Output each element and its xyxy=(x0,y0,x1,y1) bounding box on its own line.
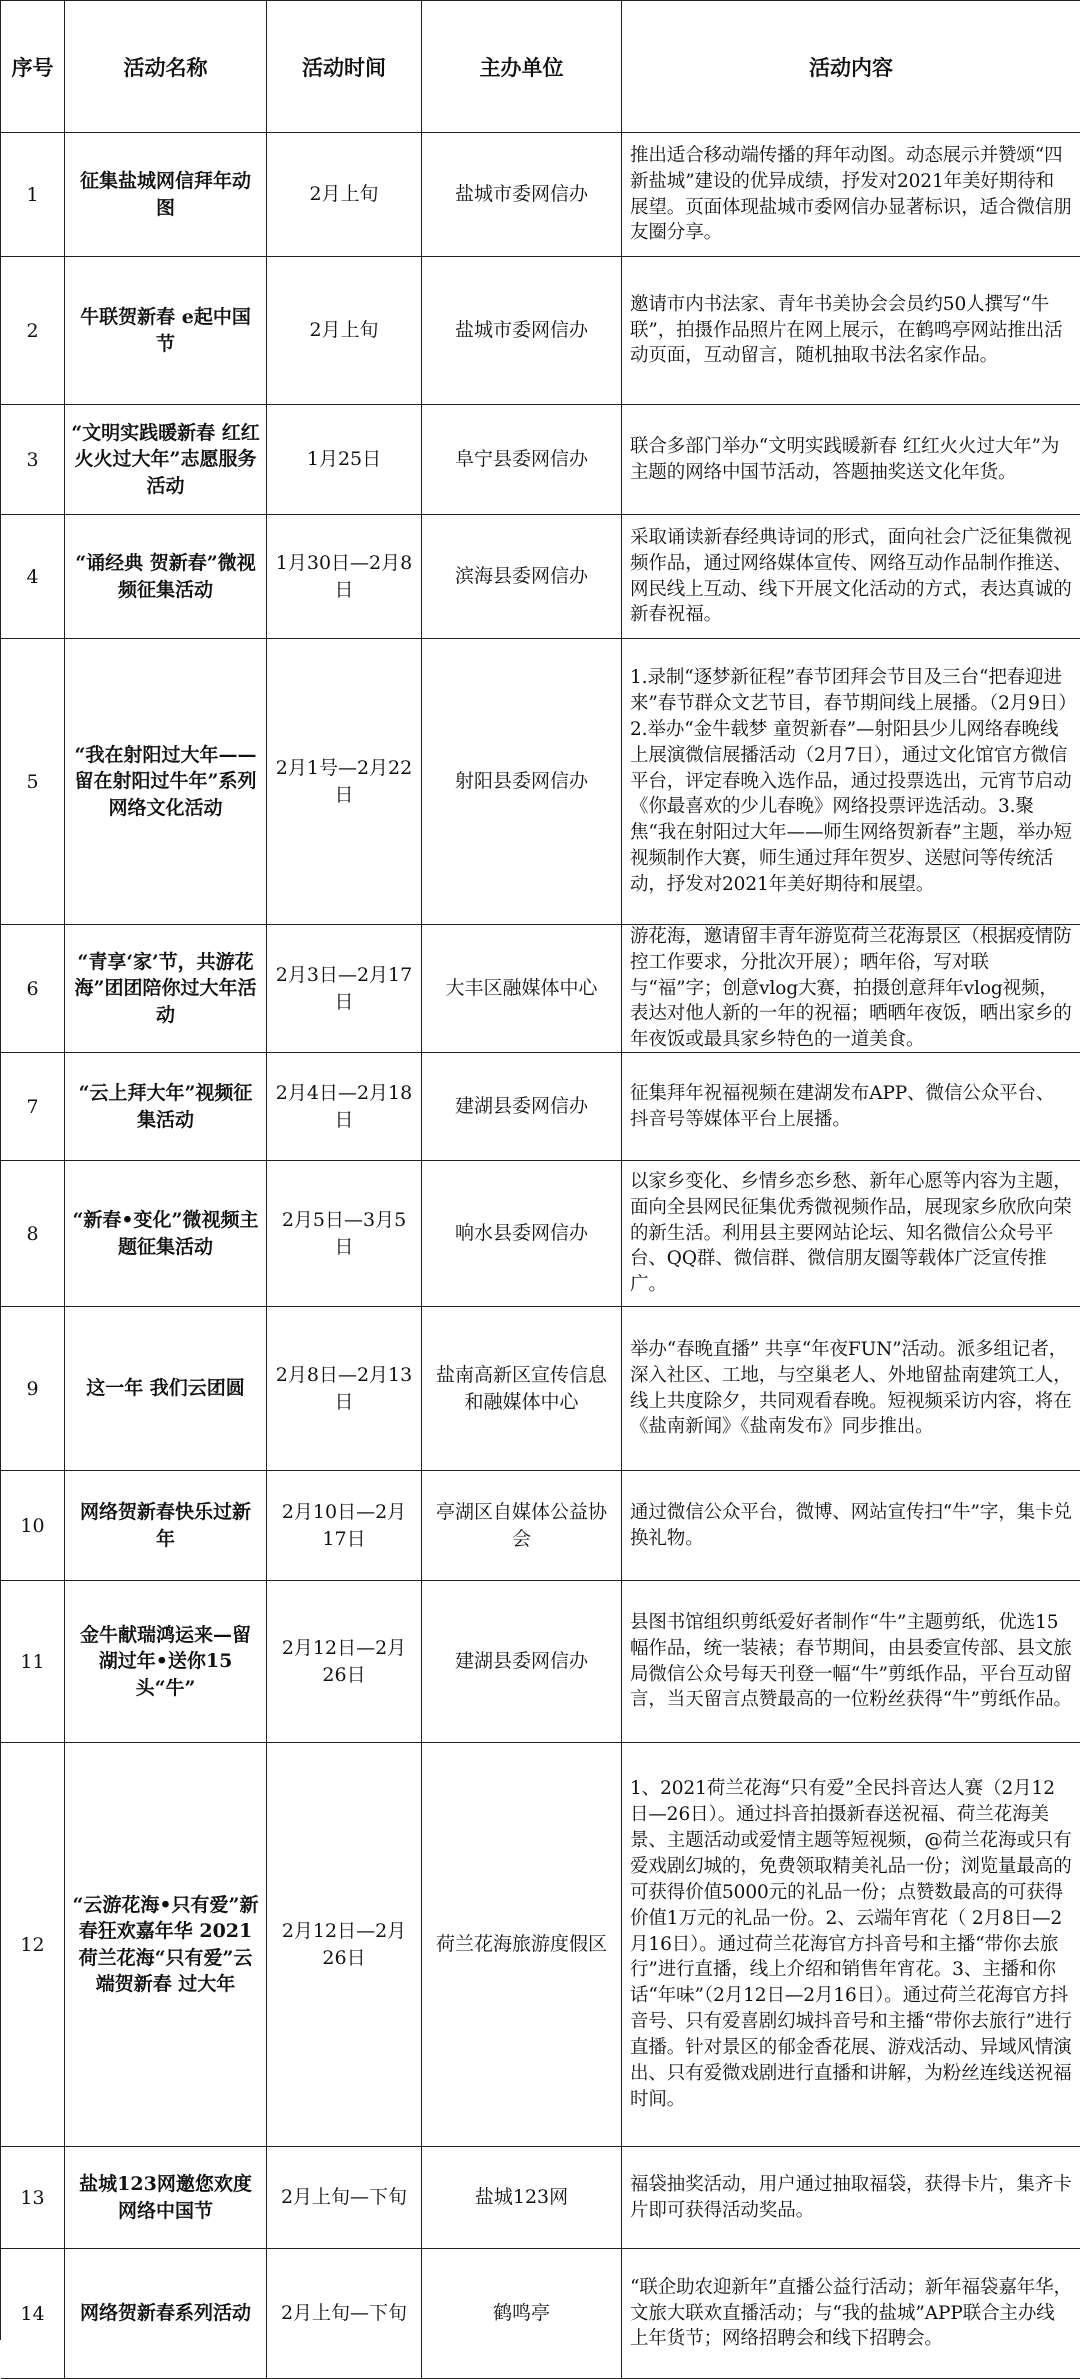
row-number xyxy=(1,639,65,925)
row-number-text: 9 xyxy=(26,1377,39,1400)
row-number xyxy=(1,405,65,515)
organizer xyxy=(422,2249,622,2379)
activity-name xyxy=(65,405,267,515)
activity-time xyxy=(267,2249,422,2379)
activity-content-text: 1、2021荷兰花海“只有爱”全民抖音达人赛（2月12日—26日）。通过抖音拍摄新春送祝福、荷兰花海美景、主题活动或爱情主题等短视频，@荷兰花海或只有爱戏剧幻城的，免费领取精美礼品一份；浏览量最高的可获得价值5000元的礼品一份；点赞数最高的可获得价值1万元的礼品一份。2、云端年宵花（ 2月8日—2月16日）。通过荷兰花海官方抖音号和主播“带你去旅行”进行直播，线上介绍和销售年宵花。3、主播和你话“年味”（2月12日—2月16日）。通过荷兰花海官方抖音号、只有爱喜剧幻城抖音号和主播“带你去旅行”进行直播。针对景区的郁金香花展、游戏活动、异域风情演出、只有爱微戏剧进行直播和讲解，为粉丝连线送祝福时间。 xyxy=(630,1778,1072,2110)
activity-name xyxy=(65,1581,267,1743)
activity-content xyxy=(622,925,1080,1053)
activity-name xyxy=(65,1161,267,1307)
organizer xyxy=(422,1743,622,2147)
activity-name-text: 金牛献瑞鸿运来—留湖过年•送你15头“牛” xyxy=(79,1624,251,1699)
organizer-text: 响水县委网信办 xyxy=(454,1222,588,1245)
activity-content-text: 福袋抽奖活动，用户通过抽取福袋，获得卡片，集齐卡片即可获得活动奖品。 xyxy=(630,2173,1072,2221)
activity-name-text: “青享‘家’节，共游花海”团团陪你过大年活动 xyxy=(74,951,257,1026)
activity-time xyxy=(267,1581,422,1743)
activity-content-text: 采取诵读新春经典诗词的形式，面向社会广泛征集微视频作品，通过网络媒体宣传、网络互动作品制作推送、网民线上互动、线下开展文化活动的方式，表达真诚的新春祝福。 xyxy=(630,526,1072,626)
activity-content-text: “联企助农迎新年”直播公益行活动；新年福袋嘉年华，文旅大联欢直播活动；与“我的盐城”APP联合主办线上年货节；网络招聘会和线下招聘会。 xyxy=(630,2276,1072,2350)
activity-time-text: 2月5日—3月5日 xyxy=(281,1209,407,1258)
organizer xyxy=(422,1307,622,1471)
organizer-text: 滨海县委网信办 xyxy=(454,565,588,588)
activity-content xyxy=(622,2147,1080,2249)
activity-time-text: 2月8日—2月13日 xyxy=(275,1364,413,1413)
row-number xyxy=(1,133,65,257)
organizer-text: 盐城123网 xyxy=(474,2186,569,2209)
activity-name-text: “我在射阳过大年——留在射阳过牛年”系列网络文化活动 xyxy=(74,744,257,819)
activity-content xyxy=(622,2249,1080,2379)
row-number-text: 6 xyxy=(26,977,39,1000)
activity-content-text: 邀请市内书法家、青年书美协会会员约50人撰写“牛联”，拍摄作品照片在网上展示，在鹤鸣亭网站推出活动页面，互动留言，随机抽取书法名家作品。 xyxy=(630,293,1063,367)
organizer xyxy=(422,1053,622,1161)
row-number xyxy=(1,1743,65,2147)
activity-name-text: “文明实践暖新春 红红火火过大年”志愿服务活动 xyxy=(71,422,260,497)
activity-name xyxy=(65,925,267,1053)
header-content: 活动内容 xyxy=(622,1,1080,133)
activity-content xyxy=(622,1581,1080,1743)
organizer xyxy=(422,639,622,925)
activity-time-text: 1月25日 xyxy=(306,448,382,471)
organizer xyxy=(422,1581,622,1743)
row-number-text: 7 xyxy=(26,1095,39,1118)
activity-time xyxy=(267,1161,422,1307)
organizer-text: 阜宁县委网信办 xyxy=(454,448,588,471)
row-number xyxy=(1,2147,65,2249)
activity-name-text: “诵经典 贺新春”微视频征集活动 xyxy=(75,552,256,601)
organizer xyxy=(422,257,622,405)
activity-content-text: 通过微信公众平台，微博、网站宣传扫“牛”字，集卡兑换礼物。 xyxy=(630,1501,1072,1549)
row-number xyxy=(1,2249,65,2379)
row-number xyxy=(1,1053,65,1161)
activity-time-text: 2月3日—2月17日 xyxy=(275,964,413,1013)
activity-time xyxy=(267,1471,422,1581)
activity-content-text: 举办“春晚直播” 共享“年夜FUN”活动。派多组记者，深入社区、工地，与空巢老人、外地留盐南建筑工人，线上共度除夕，共同观看春晚。短视频采访内容，将在《盐南新闻》《盐南发布》同步推出。 xyxy=(630,1338,1072,1438)
activity-name-text: 网络贺新春快乐过新年 xyxy=(79,1501,251,1550)
activity-time-text: 2月1号—2月22日 xyxy=(275,757,413,806)
activity-content xyxy=(622,1307,1080,1471)
activity-content-text: 以家乡变化、乡情乡恋乡愁、新年心愿等内容为主题，面向全县网民征集优秀微视频作品，展现家乡欣欣向荣的新生活。利用县主要网站论坛、知名微信公众号平台、QQ群、微信群、微信朋友圈等载体广泛宣传推广。 xyxy=(630,1170,1072,1296)
organizer-text: 建湖县委网信办 xyxy=(454,1095,588,1118)
header-organizer: 主办单位 xyxy=(422,1,622,133)
activity-name-text: “云上拜大年”视频征集活动 xyxy=(78,1082,253,1131)
activity-name xyxy=(65,1307,267,1471)
activity-content xyxy=(622,257,1080,405)
activity-name xyxy=(65,2249,267,2379)
organizer-text: 亭湖区自媒体公益协会 xyxy=(435,1501,607,1550)
activity-name-text: “新春•变化”微视频主题征集活动 xyxy=(72,1209,259,1258)
activity-time-text: 2月上旬—下旬 xyxy=(280,2186,408,2209)
activity-time xyxy=(267,515,422,639)
activity-time-text: 2月上旬 xyxy=(309,183,379,206)
activity-name xyxy=(65,133,267,257)
row-number-text: 5 xyxy=(26,770,39,793)
row-number-text: 14 xyxy=(20,2302,45,2325)
organizer-text: 盐南高新区宣传信息和融媒体中心 xyxy=(435,1364,607,1413)
activity-time xyxy=(267,405,422,515)
activity-time xyxy=(267,639,422,925)
activity-content-text: 联合多部门举办“文明实践暖新春 红红火火过大年”为主题的网络中国节活动，答题抽奖送文化年货。 xyxy=(630,435,1060,483)
activity-content xyxy=(622,1743,1080,2147)
organizer xyxy=(422,133,622,257)
activity-content xyxy=(622,515,1080,639)
activity-time-text: 2月上旬 xyxy=(309,319,379,342)
activity-name xyxy=(65,1743,267,2147)
activity-name-text: 牛联贺新春 e起中国节 xyxy=(80,306,251,355)
activity-time xyxy=(267,1307,422,1471)
activity-content-text: 1.录制“逐梦新征程”春节团拜会节目及三台“把春迎进来”春节群众文艺节目，春节期间线上展播。（2月9日）2.举办“金牛载梦 童贺新春”—射阳县少儿网络春晚线上展演微信展播活动（2月7日），通过文化馆官方微信平台，评定春晚入选作品，通过投票选出，元宵节启动《你最喜欢的少儿春晚》网络投票评选活动。3.聚焦“我在射阳过大年——师生网络贺新春”主题，举办短视频制作大赛，师生通过拜年贺岁、送慰问等传统活动，抒发对2021年美好期待和展望。 xyxy=(630,666,1072,896)
activity-time xyxy=(267,925,422,1053)
row-number-text: 2 xyxy=(26,319,39,342)
row-number xyxy=(1,1581,65,1743)
organizer xyxy=(422,515,622,639)
activity-content xyxy=(622,1161,1080,1307)
activity-name-text: 网络贺新春系列活动 xyxy=(79,2302,251,2325)
row-number-text: 8 xyxy=(26,1222,39,1245)
organizer-text: 大丰区融媒体中心 xyxy=(445,977,598,1000)
activity-name xyxy=(65,639,267,925)
activity-name-text: 盐城123网邀您欢度网络中国节 xyxy=(79,2173,252,2222)
activity-name-text: 这一年 我们云团圆 xyxy=(86,1377,245,1400)
activity-time xyxy=(267,133,422,257)
organizer xyxy=(422,925,622,1053)
activity-time-text: 1月30日—2月8日 xyxy=(275,552,413,601)
row-number-text: 11 xyxy=(20,1650,45,1673)
organizer-text: 盐城市委网信办 xyxy=(454,319,588,342)
row-number-text: 13 xyxy=(20,2186,45,2209)
organizer-text: 射阳县委网信办 xyxy=(454,770,588,793)
row-number xyxy=(1,1307,65,1471)
row-number xyxy=(1,1471,65,1581)
activity-content xyxy=(622,639,1080,925)
row-number xyxy=(1,257,65,405)
activity-time xyxy=(267,1743,422,2147)
row-number-text: 1 xyxy=(26,183,39,206)
organizer-text: 鹤鸣亭 xyxy=(492,2302,550,2325)
organizer-text: 盐城市委网信办 xyxy=(454,183,588,206)
row-number-text: 12 xyxy=(20,1933,45,1956)
activity-time xyxy=(267,257,422,405)
activity-content-text: 征集拜年祝福视频在建湖发布APP、微信公众平台、抖音号等媒体平台上展播。 xyxy=(630,1082,1055,1130)
activity-time-text: 2月12日—2月26日 xyxy=(281,1920,407,1969)
activity-name xyxy=(65,2147,267,2249)
activity-content xyxy=(622,405,1080,515)
row-number-text: 3 xyxy=(26,448,39,471)
organizer xyxy=(422,405,622,515)
activity-name xyxy=(65,1471,267,1581)
activity-name-text: 征集盐城网信拜年动图 xyxy=(79,170,251,219)
activity-content-text: 游花海，邀请留丰青年游览荷兰花海景区（根据疫情防控工作要求，分批次开展）；晒年俗，写对联与“福”字；创意vlog大赛，拍摄创意拜年vlog视频，表达对他人新的一年的祝福；晒晒年夜饭，晒出家乡的年夜饭或最具家乡特色的一道美食。 xyxy=(630,925,1072,1051)
activity-time-text: 2月10日—2月17日 xyxy=(281,1501,407,1550)
organizer xyxy=(422,2147,622,2249)
row-number xyxy=(1,515,65,639)
activity-content xyxy=(622,133,1080,257)
activity-time-text: 2月12日—2月26日 xyxy=(281,1637,407,1686)
activity-time xyxy=(267,2147,422,2249)
header-time: 活动时间 xyxy=(267,1,422,133)
activity-time-text: 2月上旬—下旬 xyxy=(280,2302,408,2325)
row-number-text: 10 xyxy=(20,1514,45,1537)
row-number-text: 4 xyxy=(26,565,39,588)
header-name: 活动名称 xyxy=(65,1,267,133)
activity-content-text: 县图书馆组织剪纸爱好者制作“牛”主题剪纸，优选15幅作品，统一装裱；春节期间，由县委宣传部、县文旅局微信公众号每天刊登一幅“牛”剪纸作品，平台互动留言，当天留言点赞最高的一位粉丝获得“牛”剪纸作品。 xyxy=(630,1611,1072,1711)
organizer xyxy=(422,1161,622,1307)
organizer-text: 荷兰花海旅游度假区 xyxy=(435,1933,607,1956)
activity-name xyxy=(65,515,267,639)
organizer xyxy=(422,1471,622,1581)
activity-name xyxy=(65,257,267,405)
organizer-text: 建湖县委网信办 xyxy=(454,1650,588,1673)
activity-time-text: 2月4日—2月18日 xyxy=(275,1082,413,1131)
activity-time xyxy=(267,1053,422,1161)
activity-content xyxy=(622,1471,1080,1581)
activity-content xyxy=(622,1053,1080,1161)
row-number xyxy=(1,925,65,1053)
activity-name-text: “云游花海•只有爱”新春狂欢嘉年华 2021荷兰花海“只有爱”云端贺新春 过大年 xyxy=(72,1894,259,1995)
activity-content-text: 推出适合移动端传播的拜年动图。动态展示并赞颂“四新盐城”建设的优异成绩，抒发对2021年美好期待和展望。页面体现盐城市委网信办显著标识，适合微信朋友圈分享。 xyxy=(630,144,1072,244)
row-number xyxy=(1,1161,65,1307)
header-no: 序号 xyxy=(1,1,65,133)
activity-name xyxy=(65,1053,267,1161)
